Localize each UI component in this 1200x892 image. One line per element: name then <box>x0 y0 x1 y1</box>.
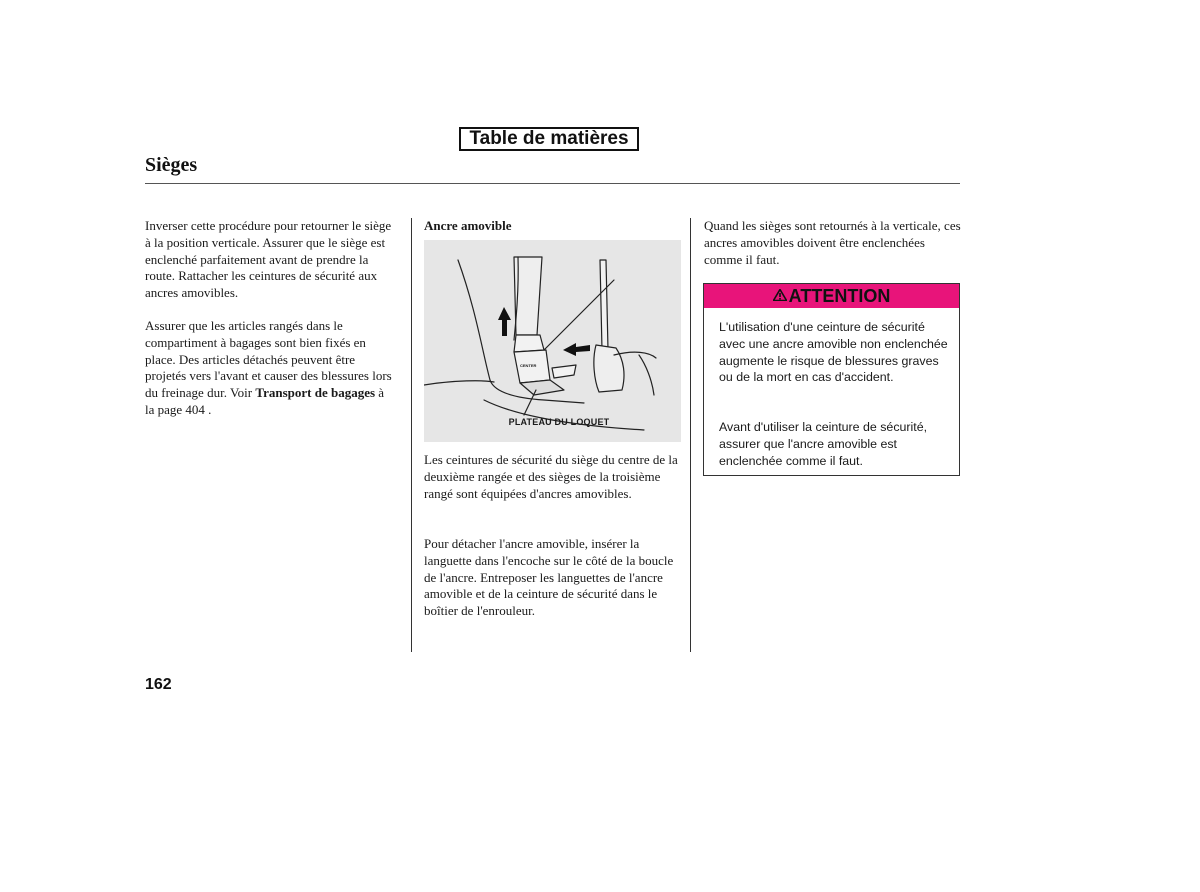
warning-box <box>703 283 960 476</box>
section-heading-ancre-amovible: Ancre amovible <box>424 218 512 233</box>
col3-intro: Quand les sièges sont retournés à la verticale, ces ancres amovibles doivent être enclenchées comme il faut. <box>704 218 961 267</box>
column-divider-left <box>411 218 412 652</box>
warning-title: ATTENTION <box>788 286 891 306</box>
col2-paragraph-2: Pour détacher l'ancre amovible, insérer la languette dans l'encoche sur le côté de la boucle de l'ancre. Entreposer les languettes de l'ancre amovible et de la ceinture de sécurité dans le boîtier de l'enrouleur. <box>424 536 674 619</box>
col1-paragraph-2 <box>145 318 395 419</box>
col1-paragraph-2-suffix: à la page 404 . <box>145 385 385 417</box>
transport-de-bagages-link[interactable]: Transport de bagages <box>255 385 376 401</box>
warning-paragraph-2: Avant d'utiliser la ceinture de sécurité, assurer que l'ancre amovible est enclenchée comme il faut. <box>719 420 928 468</box>
center-label: CENTER <box>520 363 537 368</box>
seatbelt-anchor-illustration <box>424 240 681 442</box>
seatbelt-anchor-drawing <box>424 240 681 442</box>
col2-paragraph-1: Les ceintures de sécurité du siège du centre de la deuxième rangée et des sièges de la troisième rangé sont équipées d'ancres amovibles. <box>424 452 678 501</box>
table-of-contents-button[interactable]: Table de matières <box>459 127 639 151</box>
warning-paragraph-1: L'utilisation d'une ceinture de sécurité avec une ancre amovible non enclenchée augmente le risque de blessures graves ou de la mort en cas d'accident. <box>719 320 948 385</box>
warning-triangle-icon <box>773 283 787 308</box>
col1-paragraph-2-text: Assurer que les articles rangés dans le compartiment à bagages sont bien fixés en place. Des articles détachés peuvent être projetés vers l'avant et causer des blessures lors du freinage dur. Voir <box>145 318 392 401</box>
warning-header <box>704 284 959 308</box>
page-number: 162 <box>145 676 172 693</box>
page-title: Sièges <box>145 154 198 176</box>
column-divider-right <box>690 218 691 652</box>
header-divider <box>145 183 960 184</box>
figure-caption: PLATEAU DU LOQUET <box>508 417 610 427</box>
col1-paragraph-1: Inverser cette procédure pour retourner le siège à la position verticale. Assurer que le siège est enclenché parfaitement avant de prendre la route. Rattacher les ceintures de sécurité aux ancres amovibles. <box>145 218 392 301</box>
